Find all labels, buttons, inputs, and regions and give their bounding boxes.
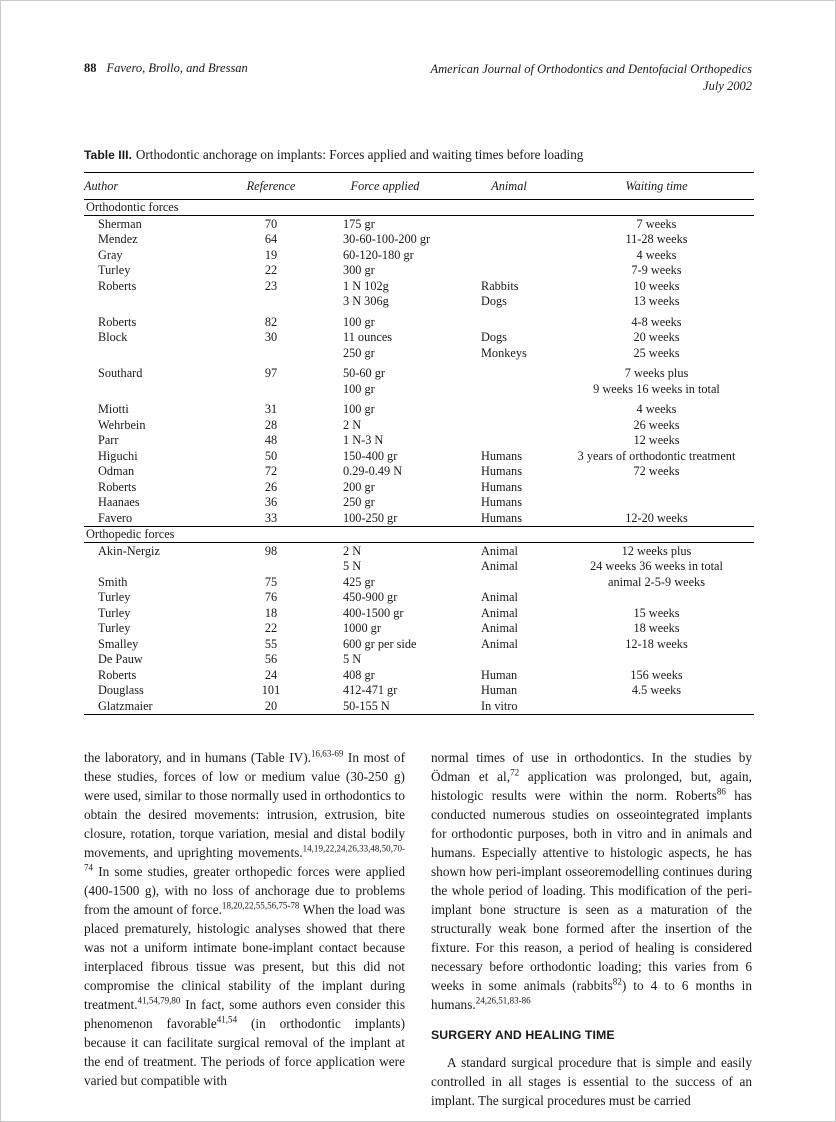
table-cell: Dogs: [481, 294, 507, 309]
table-cell: 5 N: [343, 559, 362, 574]
table-cell: 26: [264, 479, 278, 494]
table-cell: 100 gr: [343, 402, 375, 417]
column-header: Waiting time: [559, 172, 754, 199]
table-row: [84, 448, 754, 464]
forces-table-body: [84, 199, 754, 714]
body-text: [84, 748, 752, 1111]
table-cell: 75: [264, 574, 278, 589]
body-column-left: [84, 748, 405, 1111]
table-cell: Animal: [481, 590, 518, 605]
table-cell: Southard: [98, 366, 143, 381]
table-cell: 70: [264, 216, 278, 231]
table-cell: 50: [264, 448, 278, 463]
table-cell: Rabbits: [481, 278, 519, 293]
table-cell: 1 N-3 N: [343, 433, 384, 448]
table-cell: Higuchi: [98, 448, 138, 463]
table-cell: 408 gr: [343, 667, 375, 682]
table-cell: 7-9 weeks: [631, 263, 682, 278]
body-column-right: [431, 748, 752, 1111]
citation-superscript: 86: [716, 786, 726, 797]
table-section-row: [84, 199, 754, 216]
table-cell: 24: [264, 667, 278, 682]
table-cell: animal 2-5-9 weeks: [608, 574, 705, 589]
paragraph: normal times of use in orthodontics. In the studies by Ödman et al,$^{72}$ application was prolonged, but, again, histologic results were within the norm. Roberts$^{86}$ has conducted numerous studies on osseointegrated implants for orthodontic purposes, both in vitro and in animals and humans. Especially attentive to histologic aspects, he has shown how peri-implant osseoremodelling continues during the whole period of loading. This modification of the peri-implant bone structure is seen as a maturation of the structurally weak bone formed after the insertion of the fixture. For this reason, a period of healing is considered necessary before orthodontic loading; this varies from 6 weeks in some animals (rabbits$^{82}$) to 4 to 6 months in humans.$^{24,26,51,83-86}$: [431, 749, 752, 1012]
table-cell: 4.5 weeks: [631, 683, 682, 698]
column-header: Force applied: [311, 172, 459, 199]
table-cell: Roberts: [98, 479, 137, 494]
table-cell: Animal: [481, 621, 518, 636]
table-cell: 60-120-180 gr: [343, 247, 414, 262]
citation-superscript: 14,19,22,24,26,33,48,50,70-74: [84, 843, 405, 873]
table-cell: 24 weeks 36 weeks in total: [590, 559, 723, 574]
table-cell: Dogs: [481, 330, 507, 345]
table-cell: 9 weeks 16 weeks in total: [593, 381, 720, 396]
table-cell: 400-1500 gr: [343, 605, 404, 620]
table-cell: 7 weeks: [636, 216, 677, 231]
table-cell: 33: [264, 510, 278, 525]
column-header: Animal: [459, 172, 559, 199]
table-cell: [559, 652, 754, 668]
table-row: [84, 479, 754, 495]
running-header: [84, 61, 752, 95]
table-cell: 50-155 N: [343, 698, 390, 713]
table-cell: Miotti: [98, 402, 129, 417]
table-row: [84, 590, 754, 606]
table-cell: 0.29-0.49 N: [343, 464, 403, 479]
table-cell: 48: [264, 433, 278, 448]
table-cell: 1000 gr: [343, 621, 381, 636]
table-row: [84, 652, 754, 668]
table-cell: 64: [264, 232, 278, 247]
table-cell: Turley: [98, 590, 131, 605]
table-cell: 13 weeks: [633, 294, 680, 309]
table-cell: 76: [264, 590, 278, 605]
table-cell: Animal: [481, 559, 518, 574]
table-row: [84, 510, 754, 526]
table-cell: [84, 345, 231, 361]
running-header-right: [431, 61, 753, 95]
citation-superscript: 24,26,51,83-86: [475, 995, 531, 1006]
table-row: [84, 402, 754, 418]
table-cell: 100-250 gr: [343, 510, 398, 525]
table-cell: 10 weeks: [633, 278, 680, 293]
section-heading: SURGERY AND HEALING TIME: [431, 1027, 615, 1042]
table-cell: Human: [481, 683, 518, 698]
table-cell: Gray: [98, 247, 123, 262]
table-cell: 72: [264, 464, 278, 479]
table-cell: [459, 314, 559, 330]
table-row: [84, 381, 754, 397]
table-row: [84, 366, 754, 382]
table-cell: 12 weeks: [633, 433, 680, 448]
table-cell: 22: [264, 621, 278, 636]
table-cell: Turley: [98, 263, 131, 278]
table-row: [84, 636, 754, 652]
table-cell: Humans: [481, 448, 522, 463]
table-cell: [459, 263, 559, 279]
table-cell: 3 years of orthodontic treatment: [577, 448, 736, 463]
table-cell: 25 weeks: [633, 345, 680, 360]
table-cell: 100 gr: [343, 314, 375, 329]
table-cell: Haanaes: [98, 495, 140, 510]
table-cell: 19: [264, 247, 278, 262]
table-cell: Douglass: [98, 683, 144, 698]
table-cell: [459, 366, 559, 382]
citation-superscript: 82: [612, 976, 622, 987]
table-cell: [84, 381, 231, 397]
table-cell: 450-900 gr: [343, 590, 398, 605]
table-cell: [459, 574, 559, 590]
table-cell: 4 weeks: [636, 247, 677, 262]
table-cell: 200 gr: [343, 479, 375, 494]
issue-date: July 2002: [703, 78, 752, 93]
table-row: [84, 232, 754, 248]
table-cell: Odman: [98, 464, 135, 479]
running-header-left: [84, 61, 248, 76]
table-cell: [84, 294, 231, 310]
table-cell: 56: [264, 652, 278, 667]
table-cell: [459, 216, 559, 232]
running-authors: Favero, Brollo, and Bressan: [106, 61, 248, 75]
table-cell: 22: [264, 263, 278, 278]
table-cell: 3 N 306g: [343, 294, 389, 309]
table-cell: Humans: [481, 510, 522, 525]
table-row: [84, 574, 754, 590]
table-row: [84, 216, 754, 232]
citation-superscript: 41,54: [216, 1014, 238, 1025]
table-row: [84, 433, 754, 449]
paragraph: the laboratory, and in humans (Table IV).$^{16,63-69}$ In most of these studies, forces of low or medium value (30-250 g) were used, similar to those normally used in orthodontics to obtain the desired movements: intrusion, extrusion, bite closure, rotation, torque variation, mesial and distal bodily movements, and uprighting movements.$^{14,19,22,24,26,33,48,50,70-74}$ In some studies, greater orthopedic forces were applied (400-1500 g), with no loss of anchorage due to problems from the amount of force.$^{18,20,22,55,56,75-78}$ When the load was placed prematurely, histologic analyses showed that there was not a uniform intimate bone-implant contact because interplaced fibrous tissue was present, but this did not compromise the clinical stability of the implant during treatment.$^{41,54,79,80}$ In fact, some authors even consider this phenomenon favorable$^{41,54}$ (in orthodontic implants) because it can facilitate surgical removal of the implant at the end of treatment. The periods of force application were varied but compatible with: [84, 748, 405, 1088]
table-cell: De Pauw: [98, 652, 143, 667]
citation-superscript: 16,63-69: [311, 748, 344, 759]
table-row: [84, 278, 754, 294]
table-cell: 2 N: [343, 543, 362, 558]
table-cell: In vitro: [481, 698, 518, 713]
table-cell: [459, 433, 559, 449]
table-cell: Human: [481, 667, 518, 682]
table-cell: 11 ounces: [343, 330, 393, 345]
table-row: [84, 698, 754, 714]
table-row: [84, 667, 754, 683]
table-row: [84, 417, 754, 433]
table-cell: 300 gr: [343, 263, 375, 278]
table-row: [84, 464, 754, 480]
table-row: [84, 605, 754, 621]
table-cell: 101: [261, 683, 281, 698]
table-cell: Smith: [98, 574, 128, 589]
table-cell: [231, 381, 311, 397]
table-cell: 97: [264, 366, 278, 381]
table-caption-text: Orthodontic anchorage on implants: Forces applied and waiting times before loading: [135, 146, 584, 162]
paragraph: A standard surgical procedure that is simple and easily controlled in all stages is essential to the success of an implant. The surgical procedures must be carried: [431, 1055, 752, 1109]
table-cell: Roberts: [98, 667, 137, 682]
table-cell: [459, 232, 559, 248]
table-cell: Favero: [98, 510, 133, 525]
table-cell: 20 weeks: [633, 330, 680, 345]
table-cell: 12 weeks plus: [621, 543, 692, 558]
table-cell: [459, 417, 559, 433]
table-cell: 98: [264, 543, 278, 558]
table-cell: Humans: [481, 495, 522, 510]
table-cell: 2 N: [343, 417, 362, 432]
table-row: [84, 314, 754, 330]
table-cell: 50-60 gr: [343, 366, 386, 381]
table-cell: Roberts: [98, 278, 137, 293]
citation-superscript: 41,54,79,80: [137, 995, 181, 1006]
table-cell: 82: [264, 314, 278, 329]
table-row: [84, 247, 754, 263]
table-cell: Wehrbein: [98, 417, 146, 432]
table-cell: Animal: [481, 605, 518, 620]
table-cell: 23: [264, 278, 278, 293]
table-cell: 31: [264, 402, 278, 417]
table-cell: 12-18 weeks: [625, 636, 688, 651]
table-cell: [559, 495, 754, 511]
table-row: [84, 495, 754, 511]
table-cell: 100 gr: [343, 381, 375, 396]
table-cell: 156 weeks: [630, 667, 683, 682]
table-cell: 150-400 gr: [343, 448, 398, 463]
table-cell: Monkeys: [481, 345, 527, 360]
table-cell: 1 N 102g: [343, 278, 389, 293]
table-row: [84, 294, 754, 310]
table-cell: 26 weeks: [633, 417, 680, 432]
table-cell: 15 weeks: [633, 605, 680, 620]
table-cell: 7 weeks plus: [624, 366, 689, 381]
table-row: [84, 543, 754, 559]
table-cell: 20: [264, 698, 278, 713]
table-cell: Mendez: [98, 232, 138, 247]
table-cell: 5 N: [343, 652, 362, 667]
table-caption: [84, 147, 752, 163]
table-cell: Smalley: [98, 636, 139, 651]
forces-table-head: [84, 172, 754, 199]
table-cell: Humans: [481, 479, 522, 494]
table-cell: [84, 559, 231, 575]
table-cell: 600 gr per side: [343, 636, 417, 651]
table-row: [84, 263, 754, 279]
table-cell: 425 gr: [343, 574, 375, 589]
table-cell: Parr: [98, 433, 119, 448]
table-cell: 18 weeks: [633, 621, 680, 636]
table-cell: [459, 247, 559, 263]
table-cell: 4-8 weeks: [631, 314, 682, 329]
table-cell: [231, 345, 311, 361]
table-cell: 4 weeks: [636, 402, 677, 417]
column-header: Author: [84, 172, 231, 199]
table-section-title: Orthodontic forces: [84, 199, 754, 216]
table-cell: [559, 479, 754, 495]
table-section-row: [84, 526, 754, 543]
table-row: [84, 345, 754, 361]
table-cell: Akin-Nergiz: [98, 543, 160, 558]
table-cell: [459, 652, 559, 668]
table-row: [84, 330, 754, 346]
table-cell: Turley: [98, 621, 131, 636]
table-cell: 18: [264, 605, 278, 620]
table-cell: Glatzmaier: [98, 698, 153, 713]
table-cell: [559, 698, 754, 714]
table-cell: 250 gr: [343, 495, 375, 510]
table-cell: Humans: [481, 464, 522, 479]
table-cell: [231, 294, 311, 310]
table-cell: [231, 559, 311, 575]
table-cell: Block: [98, 330, 128, 345]
column-header: Reference: [231, 172, 311, 199]
table-cell: Turley: [98, 605, 131, 620]
forces-table: [84, 172, 754, 715]
table-cell: 175 gr: [343, 216, 375, 231]
page-number: 88: [84, 61, 97, 75]
table-row: [84, 559, 754, 575]
table-cell: 250 gr: [343, 345, 375, 360]
table-cell: [559, 590, 754, 606]
journal-title: American Journal of Orthodontics and Dentofacial Orthopedics: [430, 62, 752, 76]
table-cell: Roberts: [98, 314, 137, 329]
table-cell: [459, 381, 559, 397]
citation-superscript: 18,20,22,55,56,75-78: [221, 900, 300, 911]
table-cell: Sherman: [98, 216, 142, 231]
table-cell: 28: [264, 417, 278, 432]
table-row: [84, 621, 754, 637]
table-caption-label: Table III.: [84, 147, 132, 162]
table-cell: 30: [264, 330, 278, 345]
table-cell: Animal: [481, 636, 518, 651]
table-cell: 30-60-100-200 gr: [343, 232, 431, 247]
table-cell: 11-28 weeks: [625, 232, 688, 247]
table-cell: [459, 402, 559, 418]
table-row: [84, 683, 754, 699]
table-cell: 55: [264, 636, 278, 651]
table-section-title: Orthopedic forces: [84, 526, 754, 543]
citation-superscript: 72: [510, 767, 520, 778]
table-cell: 72 weeks: [633, 464, 680, 479]
table-cell: Animal: [481, 543, 518, 558]
table-cell: 36: [264, 495, 278, 510]
table-cell: 412-471 gr: [343, 683, 398, 698]
table-cell: 12-20 weeks: [625, 510, 688, 525]
